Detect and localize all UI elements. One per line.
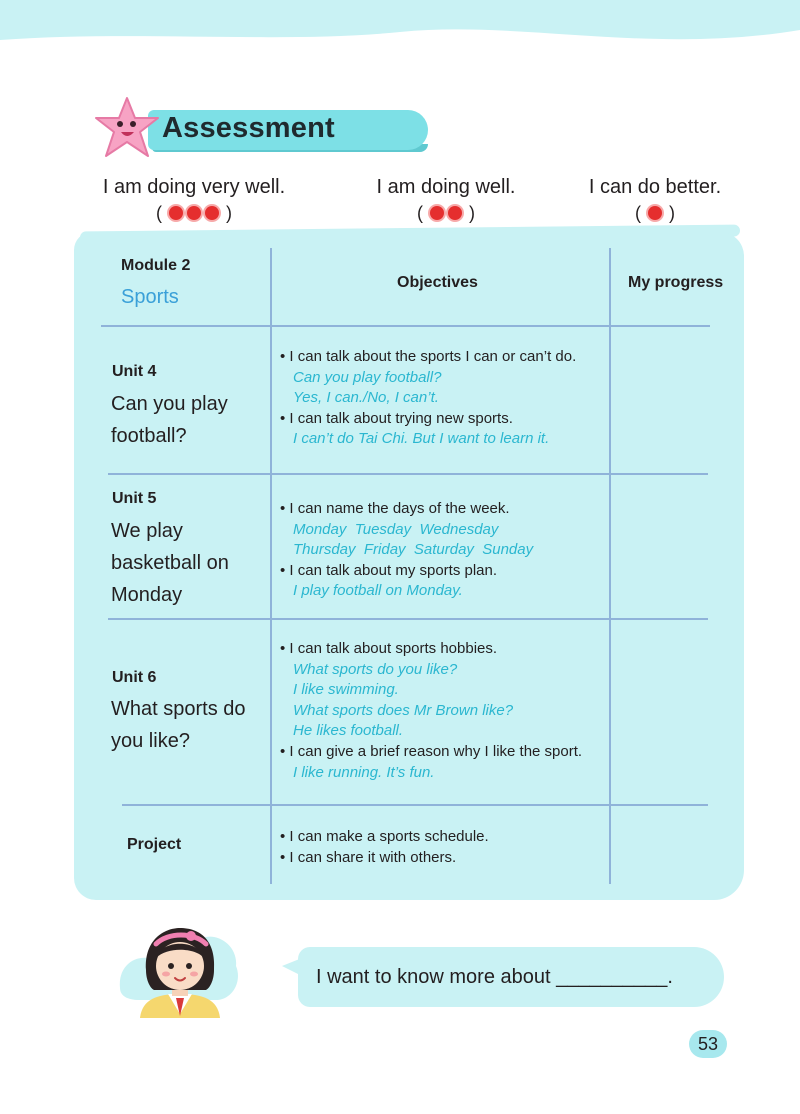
example-text: What sports does Mr Brown like? xyxy=(293,701,514,719)
speech-bubble-text[interactable]: I want to know more about __________. xyxy=(316,966,673,988)
objectives-list xyxy=(280,347,576,450)
pink-star-icon xyxy=(92,94,162,164)
example-text: I play football on Monday. xyxy=(293,582,463,600)
legend-well xyxy=(370,176,522,224)
legend-rating: ( ) xyxy=(417,203,475,223)
flower-icon xyxy=(448,206,462,220)
flower-icon xyxy=(205,206,219,220)
module-name: Sports xyxy=(121,286,179,308)
example-text: Can you play football? xyxy=(293,368,442,386)
progress-cell[interactable] xyxy=(612,477,708,615)
legend-label: I am doing very well. xyxy=(102,176,286,198)
unit-title: We play basketball on Monday xyxy=(111,520,229,606)
example-text: I like swimming. xyxy=(293,681,399,699)
legend-label: I am doing well. xyxy=(376,176,516,198)
legend-rating: ( ) xyxy=(156,203,232,223)
legend-very-well xyxy=(96,176,292,224)
top-wave-band xyxy=(0,0,800,60)
objective-item: • I can talk about my sports plan. xyxy=(280,561,498,579)
legend-better xyxy=(584,176,726,224)
module-label: Module 2 xyxy=(121,257,191,274)
project-label: Project xyxy=(127,836,182,853)
objective-item: • I can talk about the sports I can or can’t do. xyxy=(280,348,577,365)
unit-label: Unit 5 xyxy=(112,490,157,507)
example-text: What sports do you like? xyxy=(293,660,458,678)
progress-cell[interactable] xyxy=(612,330,708,470)
table-divider xyxy=(108,473,708,475)
objectives-list xyxy=(280,499,533,602)
example-text: I can’t do Tai Chi. But I want to learn it. xyxy=(293,430,550,448)
progress-cell[interactable] xyxy=(612,808,708,882)
unit-label: Unit 4 xyxy=(112,363,157,380)
unit-title: Can you play football? xyxy=(111,393,228,447)
objective-item: • I can share it with others. xyxy=(280,848,457,866)
objectives-header: Objectives xyxy=(397,274,478,291)
example-text: Yes, I can./No, I can’t. xyxy=(293,389,439,407)
table-divider xyxy=(270,248,272,884)
page-number: 53 xyxy=(689,1030,727,1058)
flower-icon xyxy=(169,206,183,220)
legend-rating: ( ) xyxy=(635,203,675,223)
example-text: Monday Tuesday Wednesday xyxy=(293,520,499,538)
objectives-list xyxy=(280,639,582,783)
objective-item: • I can talk about sports hobbies. xyxy=(280,640,498,657)
objectives-list xyxy=(280,827,489,868)
flower-icon xyxy=(430,206,444,220)
example-text: I like running. It’s fun. xyxy=(293,763,435,781)
flower-icon xyxy=(648,206,662,220)
table-divider xyxy=(122,804,708,806)
example-text: Thursday Friday Saturday Sunday xyxy=(293,541,534,559)
table-divider xyxy=(108,618,708,620)
objective-item: • I can name the days of the week. xyxy=(280,500,510,517)
table-divider xyxy=(609,248,611,884)
progress-cell[interactable] xyxy=(612,622,708,800)
objective-item: • I can make a sports schedule. xyxy=(280,828,489,845)
page-title: Assessment xyxy=(162,112,335,144)
legend-label: I can do better. xyxy=(588,176,722,198)
progress-header: My progress xyxy=(628,274,724,291)
objective-item: • I can give a brief reason why I like the sport. xyxy=(280,742,583,760)
table-divider xyxy=(101,325,710,327)
flower-icon xyxy=(187,206,201,220)
unit-title: What sports do you like? xyxy=(111,698,246,752)
objective-item: • I can talk about trying new sports. xyxy=(280,409,513,427)
unit-label: Unit 6 xyxy=(112,669,157,686)
girl-illustration xyxy=(118,918,243,1018)
example-text: He likes football. xyxy=(293,722,404,740)
assessment-header xyxy=(92,94,342,164)
